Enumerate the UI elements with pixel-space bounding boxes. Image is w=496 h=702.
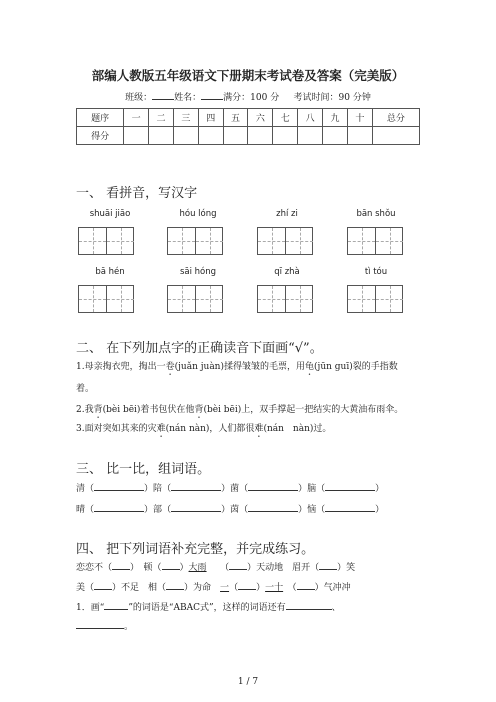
idiom-text: （: [224, 563, 230, 573]
score-header-cell: 四: [198, 109, 223, 127]
idiom-text: ）: [179, 563, 189, 573]
pinyin-label: bān shǒu: [356, 209, 396, 219]
question-line: [76, 600, 341, 613]
sentence-text: 1.母亲掏衣兜，掏出一: [76, 362, 166, 372]
name-blank[interactable]: [201, 90, 223, 100]
score-header-cell: 九: [323, 109, 348, 127]
score-header-cell: 六: [248, 109, 273, 127]
sentence-text: (jūn guī)裂的手指数: [314, 362, 398, 372]
question-line: [76, 359, 398, 378]
pinyin-label: shuāi jiāo: [89, 209, 131, 219]
answer-blank[interactable]: [171, 481, 221, 491]
dotted-char: 难: [254, 424, 264, 434]
writing-grid[interactable]: [78, 227, 134, 255]
answer-blank[interactable]: [297, 580, 315, 590]
dotted-char: 背: [93, 405, 103, 415]
answer-blank[interactable]: [286, 600, 332, 610]
answer-blank[interactable]: [94, 580, 112, 590]
underlined-word: 一: [220, 583, 230, 593]
answer-blank[interactable]: [319, 560, 337, 570]
answer-blank[interactable]: [238, 580, 256, 590]
score-cell[interactable]: [347, 127, 372, 145]
score-cell[interactable]: [124, 127, 149, 145]
question-line: [76, 402, 403, 421]
sentence-text: (bèi bēi)着书包伏在他: [102, 405, 195, 415]
dotted-char: 卷: [165, 362, 175, 372]
compare-char: 晴: [76, 505, 86, 515]
score-header-cell: 七: [273, 109, 298, 127]
answer-blank[interactable]: [94, 481, 144, 491]
compare-char: 部: [153, 505, 163, 515]
answer-blank[interactable]: [325, 502, 375, 512]
sentence-text: (bèi bēi)上，双手撑起一把结实的大黄油布雨伞。: [203, 405, 404, 415]
name-label: 姓名：: [174, 93, 202, 103]
answer-blank[interactable]: [248, 481, 298, 491]
score-row-label: 得分: [77, 127, 124, 145]
underlined-word: 大雨: [188, 563, 207, 573]
score-header-cell: 总分: [372, 109, 419, 127]
writing-grid[interactable]: [257, 285, 313, 313]
idiom-text: ）: [256, 583, 266, 593]
writing-grid[interactable]: [347, 285, 403, 313]
score-cell[interactable]: [173, 127, 198, 145]
writing-grid[interactable]: [78, 285, 134, 313]
question-line: [76, 619, 133, 632]
score-header-cell: 五: [223, 109, 248, 127]
sentence-text: (juǎn juàn)揉得皱皱的毛票，用: [174, 362, 305, 372]
dotted-char: 背: [194, 405, 204, 415]
idiom-text: ）为命: [184, 583, 221, 593]
exam-info: [0, 90, 496, 103]
score-cell[interactable]: [223, 127, 248, 145]
page-title: 部编人教版五年级语文下册期末考试卷及答案（完美版）: [91, 68, 405, 83]
score-cell[interactable]: [198, 127, 223, 145]
dotted-char: 龟: [305, 362, 315, 372]
compare-char: 清: [76, 484, 86, 494]
underlined-word: 一十: [265, 583, 284, 593]
question-text: 1．画“: [76, 603, 105, 613]
pinyin-label: zhí zi: [276, 209, 298, 219]
compare-char: 恼: [307, 505, 317, 515]
sentence-text: (nán nàn)过。: [263, 424, 332, 434]
score-header-cell: 三: [173, 109, 198, 127]
page-number: 1 / 7: [237, 677, 259, 687]
answer-blank[interactable]: [94, 502, 144, 512]
full-score: 满分：100 分: [223, 93, 280, 103]
idiom-text: ） 顿（: [130, 563, 162, 573]
class-blank[interactable]: [152, 90, 174, 100]
writing-grid[interactable]: [257, 227, 313, 255]
answer-blank[interactable]: [112, 560, 130, 570]
answer-blank[interactable]: [76, 619, 124, 629]
idiom-text: （: [292, 583, 297, 593]
answer-blank[interactable]: [104, 600, 128, 610]
sentence-text: (nán nàn)，人们都很: [165, 424, 255, 434]
score-table: [76, 108, 420, 145]
score-cell[interactable]: [248, 127, 273, 145]
exam-time: 考试时间：90 分钟: [293, 93, 371, 103]
sentence-text: 3.面对突如其来的灾: [76, 424, 157, 434]
score-cell[interactable]: [149, 127, 174, 145]
score-header-cell: 题序: [77, 109, 124, 127]
idiom-text: ）笑: [337, 563, 356, 573]
writing-grid[interactable]: [167, 227, 223, 255]
answer-blank[interactable]: [166, 580, 184, 590]
question-text: 、: [331, 603, 341, 613]
score-cell[interactable]: [323, 127, 348, 145]
idiom-row: [76, 560, 355, 573]
score-cell[interactable]: [273, 127, 298, 145]
word-row: 清（ ）陪（ ）菌（ ）脑（ ）: [76, 481, 384, 494]
sentence-text: 2.我: [76, 405, 94, 415]
idiom-text: 恋恋不（: [76, 563, 113, 573]
class-label: 班级：: [125, 93, 153, 103]
compare-char: 脑: [307, 484, 317, 494]
pinyin-label: hóu lóng: [179, 209, 217, 219]
score-header-cell: 一: [124, 109, 149, 127]
pinyin-label: tì tóu: [364, 267, 388, 277]
section1-title: 一、 看拼音，写汉字: [76, 186, 198, 201]
idiom-text: ）天动地 眉开（: [247, 563, 320, 573]
score-header-cell: 八: [298, 109, 323, 127]
question-text: 。: [124, 622, 134, 632]
question-line: [76, 421, 331, 440]
pinyin-label: qī zhà: [274, 267, 300, 277]
idiom-text: ）气冲冲: [314, 583, 351, 593]
score-header-cell: 十: [347, 109, 372, 127]
question-line: 着。: [76, 384, 95, 394]
score-cell[interactable]: [372, 127, 419, 145]
question-text: ”的词语是“ABAC式”，这样的词语还有: [128, 603, 286, 613]
score-table-header: [77, 109, 420, 127]
section3-title: 三、 比一比，组词语。: [76, 462, 211, 477]
pinyin-label: bā hén: [95, 267, 125, 277]
writing-grid[interactable]: [347, 227, 403, 255]
idiom-text: ）不足 相（: [112, 583, 167, 593]
score-header-cell: 二: [149, 109, 174, 127]
answer-blank[interactable]: [171, 502, 221, 512]
compare-char: 陪: [153, 484, 163, 494]
idiom-text: 美（: [76, 583, 95, 593]
score-table-row: [77, 127, 420, 145]
compare-char: 茵: [230, 505, 240, 515]
answer-blank[interactable]: [325, 481, 375, 491]
section2-title: 二、 在下列加点字的正确读音下面画“√”。: [76, 341, 323, 356]
compare-char: 菌: [230, 484, 240, 494]
section4-title: 四、 把下列词语补充完整，并完成练习。: [76, 542, 315, 557]
answer-blank[interactable]: [248, 502, 298, 512]
answer-blank[interactable]: [162, 560, 180, 570]
idiom-row: [76, 580, 351, 593]
word-row: 晴（ ）部（ ）茵（ ）恼（ ）: [76, 502, 384, 515]
dotted-char: 难: [156, 424, 166, 434]
answer-blank[interactable]: [229, 560, 247, 570]
idiom-text: （: [229, 583, 239, 593]
score-cell[interactable]: [298, 127, 323, 145]
pinyin-label: sāi hóng: [179, 267, 217, 277]
writing-grid[interactable]: [167, 285, 223, 313]
